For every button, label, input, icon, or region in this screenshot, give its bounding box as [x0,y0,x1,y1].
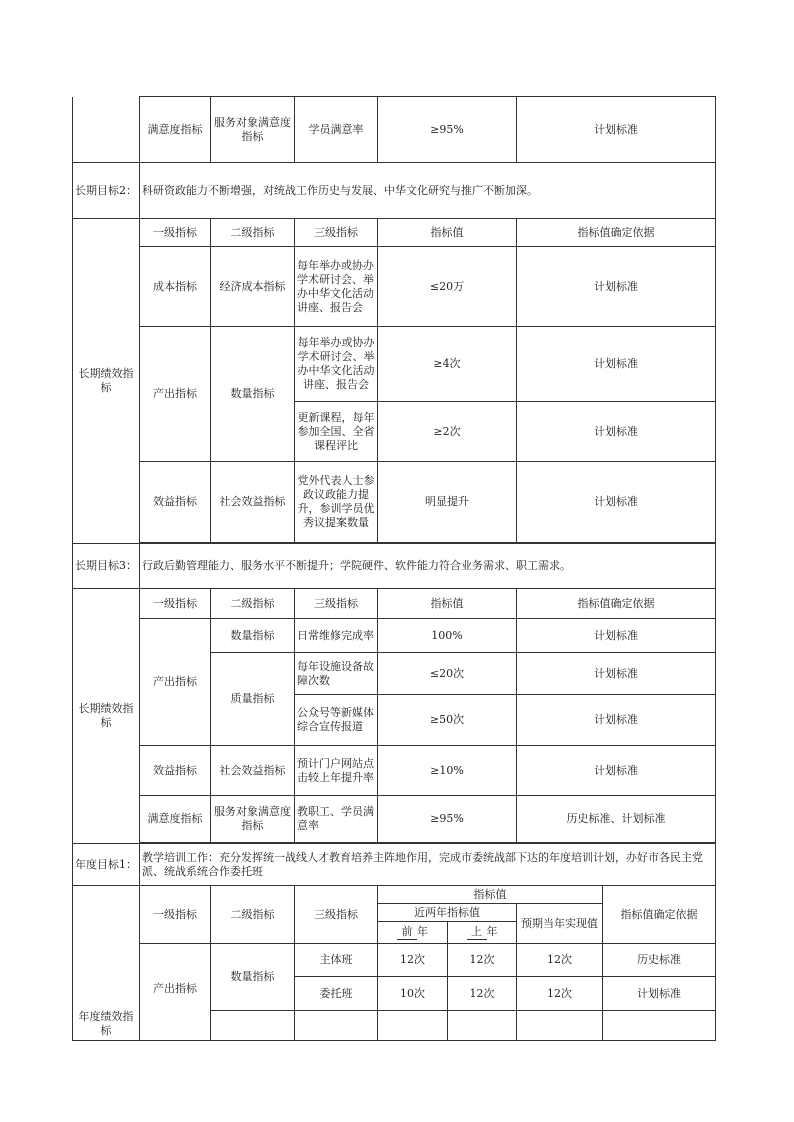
table-row [73,944,716,977]
perf-label: 年度绩效指标 [73,886,140,1041]
goal-row [73,163,716,219]
basis-cell: 计划标准 [517,247,716,327]
level3-cell: 教职工、学员满意率 [295,796,378,843]
expected-value-cell: 12次 [517,944,603,977]
year-prev1-suffix: 年 [486,925,498,938]
header-level2: 二级指标 [211,886,295,944]
level1-cell: 满意度指标 [140,796,211,843]
level2-cell: 质量指标 [211,653,295,746]
level3-cell: 每年举办或协办学术研讨会、举办中华文化活动讲座、报告会 [295,247,378,327]
value-prev2-cell: 10次 [378,977,448,1011]
blank-cell [378,1011,448,1041]
header-basis: 指标值确定依据 [603,886,716,944]
table-row [73,619,716,653]
level3-cell: 公众号等新媒体综合宣传报道 [295,695,378,746]
value-prev2-cell: 12次 [378,944,448,977]
level2-cell: 服务对象满意度指标 [211,97,295,163]
basis-cell: 计划标准 [517,746,716,796]
blank-cell [211,1011,295,1041]
header-value: 指标值 [378,886,603,904]
year-prev1-underline: 上 [467,925,487,940]
level2-cell: 服务对象满意度指标 [211,796,295,843]
level3-cell: 更新课程，每年参加全国、全省课程评比 [295,402,378,462]
level2-cell: 数量指标 [211,944,295,1011]
blank-cell [603,1011,716,1041]
level3-cell: 学员满意率 [295,97,378,163]
value-cell: ≥2次 [378,402,517,462]
goal-label: 年度目标1： [73,844,140,886]
goal-text: 教学培训工作：充分发挥统一战线人才教育培养主阵地作用，完成市委统战部下达的年度培训计划，办好市各民主党派、统战系统合作委托班 [140,844,716,886]
blank-cell [295,1011,378,1041]
header-value: 指标值 [378,589,517,619]
basis-cell: 计划标准 [517,695,716,746]
value-cell: ≤20万 [378,247,517,327]
goal-label: 长期目标3： [73,544,140,589]
basis-cell: 计划标准 [517,653,716,695]
level3-cell: 委托班 [295,977,378,1011]
level2-cell: 社会效益指标 [211,746,295,796]
level1-cell: 产出指标 [140,944,211,1041]
header-row [73,589,716,619]
value-cell: ≥95% [378,796,517,843]
header-value: 指标值 [378,219,517,247]
level2-cell: 数量指标 [211,327,295,462]
level2-cell: 数量指标 [211,619,295,653]
header-level1: 一级指标 [140,886,211,944]
header-level3: 三级指标 [295,219,378,247]
header-level1: 一级指标 [140,219,211,247]
value-cell: ≥4次 [378,327,517,402]
level1-cell: 产出指标 [140,619,211,746]
basis-cell: 历史标准 [603,944,716,977]
expected-value-cell: 12次 [517,977,603,1011]
value-cell: 明显提升 [378,462,517,543]
table-row [73,462,716,543]
value-cell: ≥10% [378,746,517,796]
table-row [73,746,716,796]
basis-cell: 计划标准 [517,619,716,653]
header-basis: 指标值确定依据 [517,589,716,619]
level1-cell: 满意度指标 [140,97,211,163]
goal-label: 长期目标2： [73,163,140,219]
goal-text: 行政后勤管理能力、服务水平不断提升；学院硬件、软件能力符合业务需求、职工需求。 [140,544,716,589]
level3-cell: 每年设施设备故障次数 [295,653,378,695]
header-level3: 三级指标 [295,589,378,619]
value-prev1-cell: 12次 [448,977,517,1011]
basis-cell: 计划标准 [517,97,716,163]
header-row [73,886,716,904]
table-row [73,327,716,402]
level3-cell: 党外代表人士参政议政能力提升，参训学员优秀议提案数量 [295,462,378,543]
level1-cell: 效益指标 [140,462,211,543]
header-year-prev2 [378,922,448,944]
table-row [73,796,716,843]
header-recent-two-years: 近两年指标值 [378,904,517,922]
perf-label: 长期绩效指标 [73,219,140,544]
table-row [73,247,716,327]
goal-row [73,544,716,589]
level3-cell: 预计门户网站点击较上年提升率 [295,746,378,796]
blank-cell [448,1011,517,1041]
level1-cell: 产出指标 [140,327,211,462]
basis-cell: 计划标准 [517,327,716,402]
header-level1: 一级指标 [140,589,211,619]
basis-cell: 计划标准 [603,977,716,1011]
performance-table-main [72,96,716,886]
annual-performance-table [72,885,716,1041]
level3-cell: 每年举办或协办学术研讨会、举办中华文化活动讲座、报告会 [295,327,378,402]
header-level3: 三级指标 [295,886,378,944]
value-cell: 100% [378,619,517,653]
level2-cell: 社会效益指标 [211,462,295,543]
level3-cell: 日常维修完成率 [295,619,378,653]
header-level2: 二级指标 [211,589,295,619]
year-prev2-suffix: 年 [417,925,428,938]
blank-cell [73,97,140,163]
basis-cell: 计划标准 [517,402,716,462]
header-row [73,219,716,247]
header-year-prev1 [448,922,517,944]
level1-cell: 成本指标 [140,247,211,327]
document-page [72,96,715,1037]
value-cell: ≥50次 [378,695,517,746]
value-cell: ≥95% [378,97,517,163]
perf-label: 长期绩效指标 [73,589,140,844]
header-expected-value: 预期当年实现值 [517,904,603,944]
year-prev2-underline: 前 [397,925,417,940]
table-row [73,97,716,163]
blank-cell [517,1011,603,1041]
goal-text: 科研资政能力不断增强，对统战工作历史与发展、中华文化研究与推广不断加深。 [140,163,716,219]
goal-row [73,844,716,886]
level1-cell: 效益指标 [140,746,211,796]
header-level2: 二级指标 [211,219,295,247]
value-cell: ≤20次 [378,653,517,695]
basis-cell: 历史标准、计划标准 [517,796,716,843]
value-prev1-cell: 12次 [448,944,517,977]
basis-cell: 计划标准 [517,462,716,543]
level3-cell: 主体班 [295,944,378,977]
level2-cell: 经济成本指标 [211,247,295,327]
header-basis: 指标值确定依据 [517,219,716,247]
